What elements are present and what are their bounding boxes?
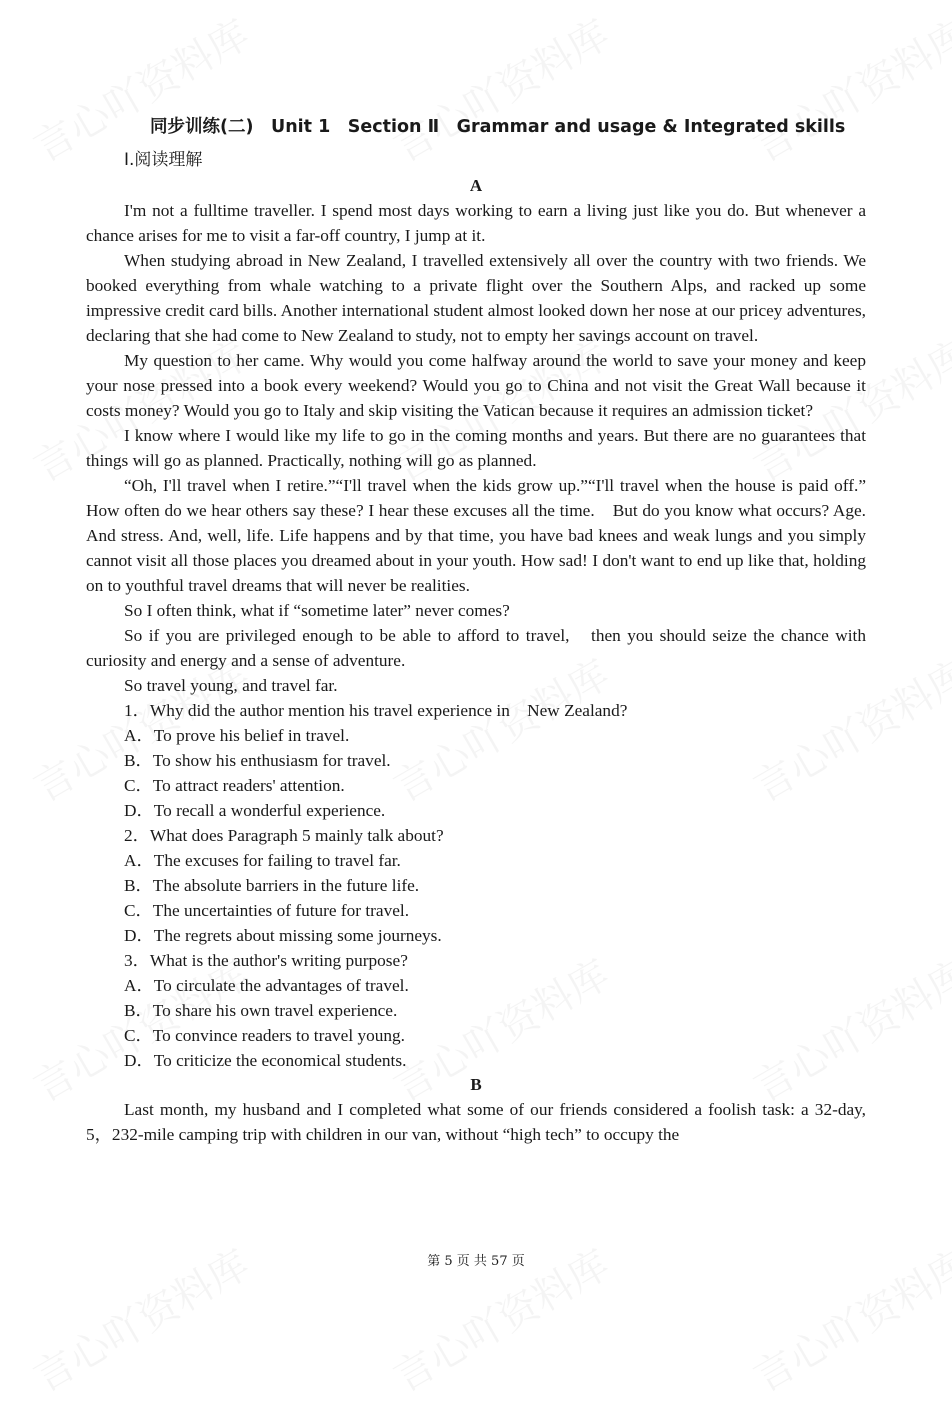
option: B．To show his enthusiasm for travel. xyxy=(124,751,391,770)
paragraph: Last month, my husband and I completed what some of our friends considered a foolish task: a 32-day, 5，232-mile camping trip with children in our van, without “high tech” to occupy the xyxy=(86,1100,884,1144)
paragraph: When studying abroad in New Zealand, I travelled extensively all over the country with two friends. We booked everything from whale watching to a private flight over the Southern Alps, and racked up some impressive credit card bills. Another international student almost looked down her nose at our pricey adventures, declaring that she had come to New Zealand to study, not to empty her savings account on travel. xyxy=(86,251,866,345)
question-3: 3．What is the author's writing purpose? xyxy=(124,951,408,970)
option: C．To attract readers' attention. xyxy=(124,776,345,795)
option: A．To circulate the advantages of travel. xyxy=(124,976,409,995)
option: D．The regrets about missing some journeys. xyxy=(124,926,442,945)
paragraph: I'm not a fulltime traveller. I spend most days working to earn a living just like you do. But whenever a chance arises for me to visit a far-off country, I jump at it. xyxy=(86,201,866,245)
passage-a xyxy=(86,198,866,698)
paragraph: My question to her came. Why would you come halfway around the world to save your money and keep your nose pressed into a book every weekend? Would you go to China and not visit the Great Wall because it costs money? Would you go to Italy and skip visiting the Vatican because it requires an admission ticket? xyxy=(86,351,866,420)
option: B．To share his own travel experience. xyxy=(124,1001,398,1020)
option: C．To convince readers to travel young. xyxy=(124,1026,405,1045)
paragraph: So if you are privileged enough to be able to afford to travel, then you should seize the chance with curiosity and energy and a sense of adventure. xyxy=(86,626,866,670)
question-1: 1．Why did the author mention his travel experience in New Zealand? xyxy=(124,701,628,720)
paragraph: I know where I would like my life to go in the coming months and years. But there are no guarantees that things will go as planned. Practically, nothing will go as planned. xyxy=(86,426,866,470)
passage-a-label: A xyxy=(469,176,483,195)
question-list xyxy=(86,698,866,1073)
option: D．To criticize the economical students. xyxy=(124,1051,407,1070)
option: C．The uncertainties of future for travel. xyxy=(124,901,410,920)
option: A．The excuses for failing to travel far. xyxy=(124,851,401,870)
page-title: 同步训练(二) Unit 1 Section Ⅱ Grammar and usage & Integrated skills xyxy=(150,117,846,137)
paragraph: So travel young, and travel far. xyxy=(124,676,338,695)
question-2: 2．What does Paragraph 5 mainly talk about? xyxy=(124,826,444,845)
document-page xyxy=(86,112,884,1147)
option: A．To prove his belief in travel. xyxy=(124,726,350,745)
page-footer: 第 5 页 共 57 页 xyxy=(427,1254,525,1269)
option: D．To recall a wonderful experience. xyxy=(124,801,386,820)
paragraph: “Oh, I'll travel when I retire.”“I'll travel when the kids grow up.”“I'll travel when the house is paid off.” How often do we hear others say these? I hear these excuses all the time. But do you know what occurs? Age. And stress. And, well, life. Life happens and by that time, you have bad knees and weak lungs and you simply cannot visit all those places you dreamed about in your youth. How sad! I don't want to end up like that, holding on to youthful travel dreams that will never be realities. xyxy=(86,476,866,595)
passage-b-label: B xyxy=(470,1075,482,1094)
option: B．The absolute barriers in the future life. xyxy=(124,876,420,895)
paragraph: So I often think, what if “sometime later” never comes? xyxy=(124,601,510,620)
section-heading: Ⅰ.阅读理解 xyxy=(124,150,203,170)
